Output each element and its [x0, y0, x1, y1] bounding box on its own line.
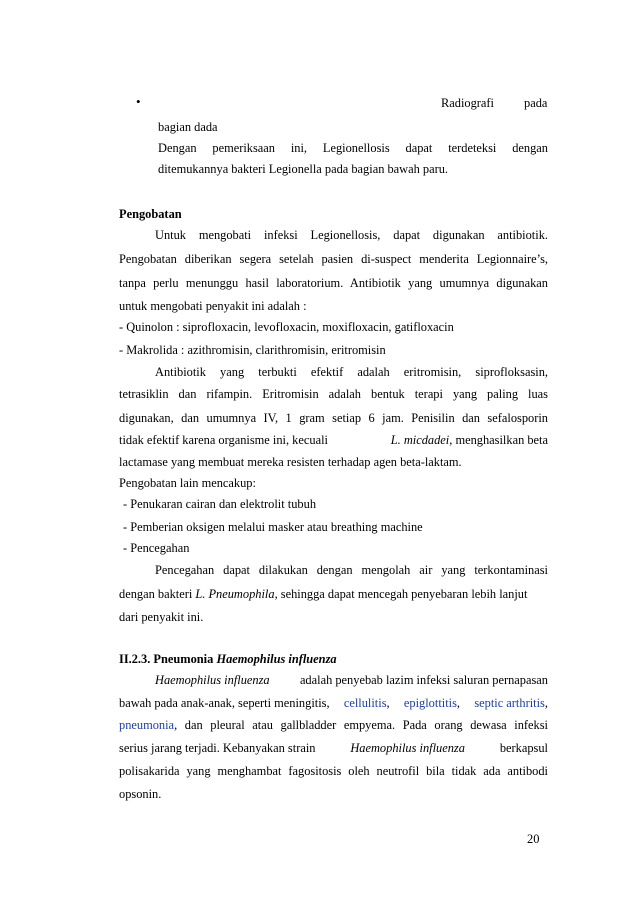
- paragraph-line: opsonin.: [119, 787, 162, 801]
- paragraph-line: lactamase yang membuat mereka resisten terhadap agen beta-laktam.: [119, 455, 462, 469]
- paragraph-line: Untuk mengobati infeksi Legionellosis, dapat digunakan antibiotik.: [155, 228, 548, 242]
- paragraph-line-mixed: [119, 740, 548, 756]
- separator: ,: [544, 696, 548, 710]
- section-heading-number: II.2.3. Pneumonia: [119, 652, 214, 666]
- text-fragment: dengan bakteri: [119, 587, 193, 601]
- other-treatment-intro: Pengobatan lain mencakup:: [119, 476, 256, 490]
- bullet-line2: bagian dada: [158, 120, 218, 134]
- paragraph-line: tanpa perlu menunggu hasil laboratorium. Antibiotik yang umumnya digunakan: [119, 276, 548, 290]
- bullet-body-line2: ditemukannya bakteri Legionella pada bagian bawah paru.: [158, 162, 449, 176]
- text-fragment: bawah pada anak-anak, seperti meningitis,: [119, 696, 330, 710]
- paragraph-line-mixed: [155, 672, 548, 688]
- list-item-quinolon: - Quinolon : siprofloxacin, levofloxacin, moxifloxacin, gatifloxacin: [119, 320, 454, 334]
- list-item-makrolida: - Makrolida : azithromisin, clarithromisin, eritromisin: [119, 343, 386, 357]
- text-fragment: berkapsul: [499, 741, 548, 755]
- paragraph-line-mixed: [119, 695, 548, 711]
- paragraph-line: digunakan, dan umumnya IV, 1 gram setiap 6 jam. Penisilin dan sefalosporin: [119, 411, 548, 425]
- bullet-title-end: pada: [524, 96, 548, 110]
- link-epiglottitis[interactable]: epiglottitis: [403, 696, 457, 710]
- paragraph-line: dari penyakit ini.: [119, 610, 204, 624]
- text-fragment: , dan pleural atau gallbladder empyema. Pada orang dewasa infeksi: [174, 718, 548, 732]
- text-fragment: serius jarang terjadi. Kebanyakan strain: [119, 741, 316, 755]
- paragraph-line: tetrasiklin dan rifampin. Eritromisin adalah bentuk terapi yang paling luas: [119, 387, 548, 401]
- bullet-title: Radiografi: [441, 96, 494, 110]
- section-heading-pneumonia: [119, 651, 337, 667]
- link-cellulitis[interactable]: cellulitis: [343, 696, 387, 710]
- text-fragment: adalah penyebab lazim infeksi saluran pernapasan: [299, 673, 548, 687]
- bullet-body-line1: Dengan pemeriksaan ini, Legionellosis dapat terdeteksi dengan: [158, 141, 548, 155]
- paragraph-line-mixed: [119, 432, 548, 448]
- text-fragment: tidak efektif karena organisme ini, kecuali: [119, 433, 328, 447]
- paragraph-line-mixed: [119, 717, 548, 733]
- section-heading-species: Haemophilus influenza: [216, 652, 337, 666]
- species-name: Haemophilus influenza: [350, 741, 465, 755]
- paragraph-line-mixed: [119, 586, 527, 602]
- bullet-icon: •: [136, 94, 141, 109]
- separator: ,: [386, 696, 390, 710]
- paragraph-line: untuk mengobati penyakit ini adalah :: [119, 299, 307, 313]
- link-pneumonia[interactable]: pneumonia: [119, 718, 175, 732]
- text-fragment: , menghasilkan beta: [449, 433, 548, 447]
- list-item-cairan: - Penukaran cairan dan elektrolit tubuh: [123, 497, 317, 511]
- species-name: L. micdadei: [390, 433, 450, 447]
- list-item-oksigen: - Pemberian oksigen melalui masker atau breathing machine: [123, 520, 423, 534]
- separator: ,: [456, 696, 461, 710]
- page-number: 20: [527, 832, 540, 846]
- list-item-pencegahan: - Pencegahan: [123, 541, 190, 555]
- text-fragment: , sehingga dapat mencegah penyebaran lebih lanjut: [274, 587, 528, 601]
- paragraph-line: Pengobatan diberikan segera setelah pasien di-suspect menderita Legionnaire’s,: [119, 252, 548, 266]
- paragraph-line: Pencegahan dapat dilakukan dengan mengolah air yang terkontaminasi: [155, 563, 548, 577]
- paragraph-line: polisakarida yang menghambat fagositosis oleh neutrofil bila tidak ada antibodi: [119, 764, 548, 778]
- link-septic-arthritis[interactable]: septic arthritis: [474, 696, 545, 710]
- species-name: Haemophilus influenza: [155, 673, 270, 687]
- paragraph-line: Antibiotik yang terbukti efektif adalah eritromisin, siprofloksasin,: [155, 365, 548, 379]
- section-heading-pengobatan: Pengobatan: [119, 207, 182, 221]
- species-name: L. Pneumophila: [195, 587, 275, 601]
